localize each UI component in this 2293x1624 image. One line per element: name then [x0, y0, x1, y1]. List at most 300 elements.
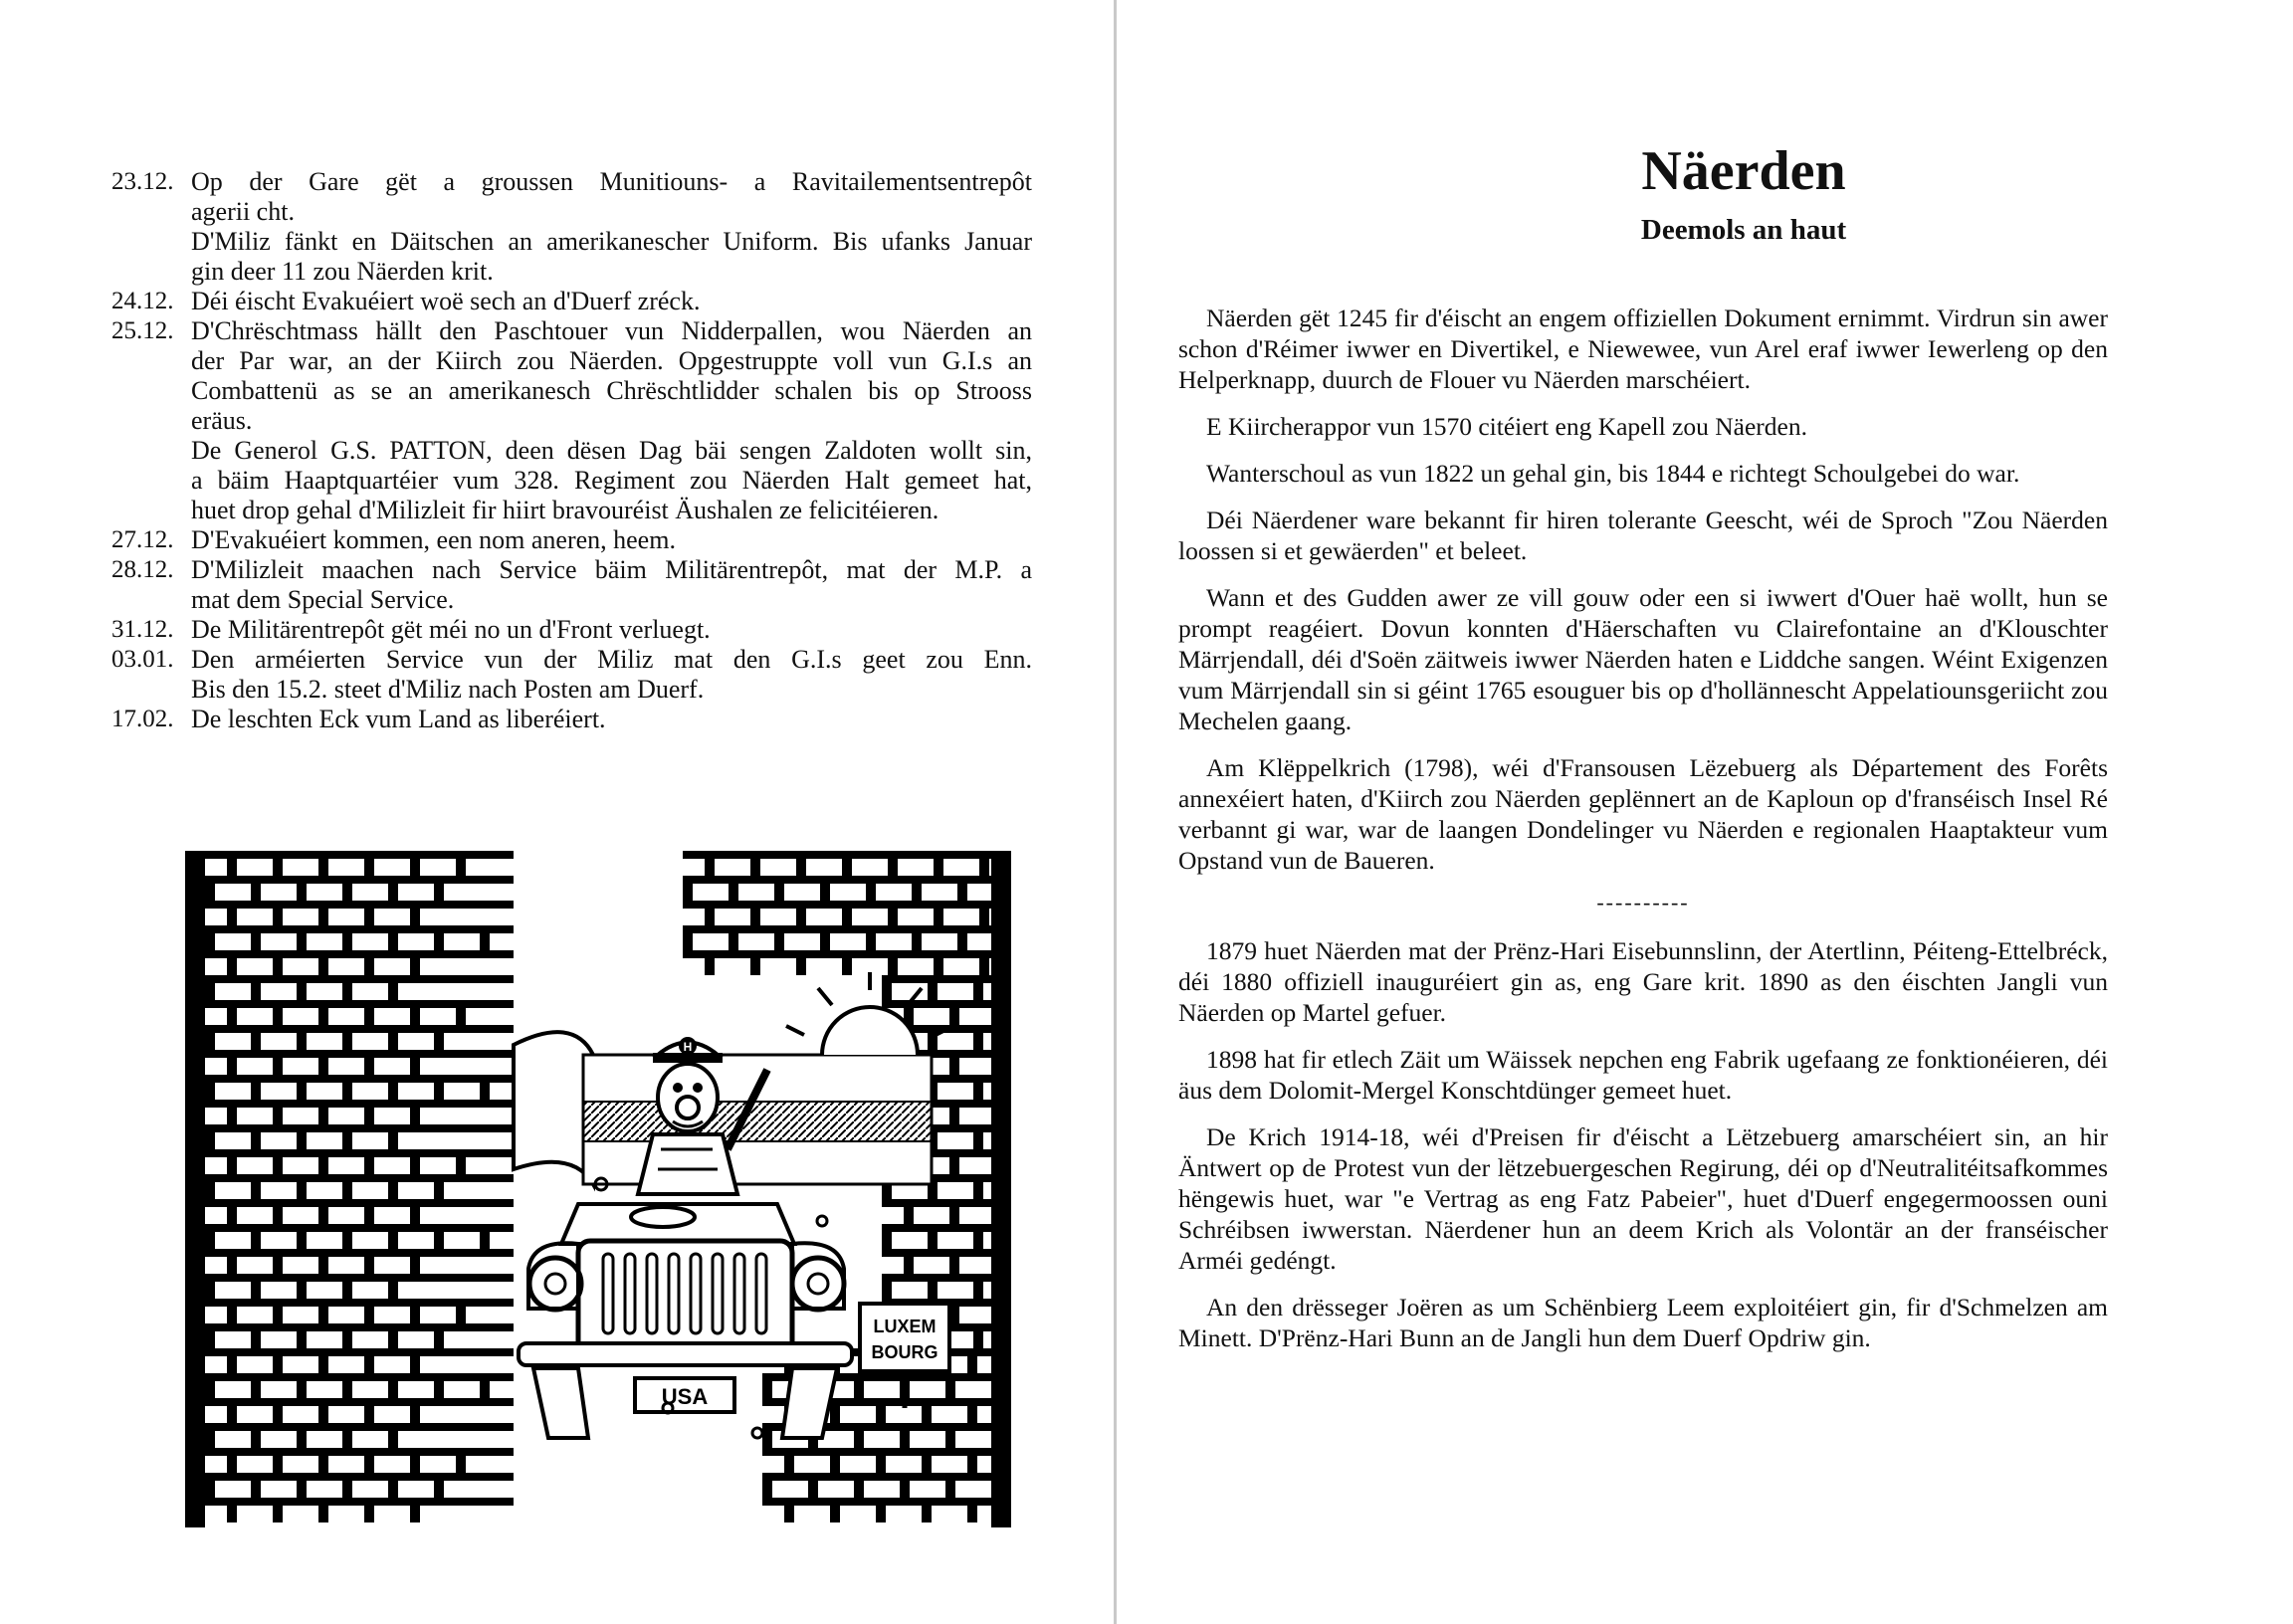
brick-mortar: [900, 1473, 910, 1498]
brick-mortar: [949, 1000, 959, 1025]
brick-mortar: [750, 851, 760, 876]
brick-mortar: [342, 1423, 352, 1448]
brick-mortar: [410, 1299, 420, 1323]
brick-mortar: [342, 1174, 352, 1199]
entry-line: D'Miliz fänkt en Däitschen an amerikanescher Uniform. Bis ufanks Januar: [191, 227, 1032, 256]
entry-line: Den arméierten Service vun der Miliz mat den G.I.s geet zou Enn.: [191, 645, 1032, 674]
brick-mortar: [912, 876, 922, 901]
brick-mortar: [297, 1224, 307, 1249]
brick-mortar: [729, 876, 738, 901]
brick-mortar: [388, 1473, 398, 1498]
brick-mortar: [364, 1149, 374, 1174]
brick-mortar: [784, 1448, 794, 1473]
jeep: [519, 1204, 852, 1438]
brick-mortar: [683, 876, 693, 901]
brick-mortar: [934, 950, 943, 975]
brick-mortar: [318, 901, 328, 925]
brick-mortar: [762, 1473, 1011, 1481]
brick-mortar: [342, 876, 352, 901]
brick-mortar: [227, 1100, 237, 1124]
brick-mortar: [888, 851, 898, 876]
entry-line: der Par war, an der Kiirch zou Näerden. Opgestruppte voll vun G.I.s an: [191, 346, 1032, 375]
brick-mortar: [973, 1124, 983, 1149]
paragraph: 1879 huet Näerden mat der Prënz-Hari Eisebunnslinn, der Atertlinn, Péiteng-Ettelbréck, déi 1880 offiziell inauguréiert gin as, eng Gare krit. 1890 as den éischten Jangli vun Näerden op Martel gefuer.: [1178, 936, 2108, 1027]
brick-mortar: [364, 1100, 374, 1124]
brick-mortar: [205, 1174, 215, 1199]
brick-mortar: [888, 901, 898, 925]
brick-mortar: [456, 1149, 466, 1174]
entry-text: [191, 287, 1032, 316]
entry-date: 25.12.: [111, 317, 174, 344]
jeep-illustration: [185, 851, 1011, 1527]
brick-mortar: [388, 1075, 398, 1100]
right-page: [1117, 0, 2293, 1624]
entry-line: gin deer 11 zou Näerden krit.: [191, 257, 494, 286]
brick-mortar: [410, 1398, 420, 1423]
brick-mortar: [364, 1348, 374, 1373]
entry-line: Déi éischt Evakuéiert woë sech an d'Duerf zréck.: [191, 287, 701, 315]
brick-mortar: [876, 1398, 886, 1423]
entry-text: [191, 525, 1032, 555]
brick-mortar: [273, 1498, 283, 1522]
entry-date: 03.01.: [111, 646, 174, 673]
brick-mortar: [967, 1398, 977, 1423]
brick-mortar: [410, 1000, 420, 1025]
brick-mortar: [227, 1000, 237, 1025]
brick-mortar: [273, 901, 283, 925]
brick-mortar: [342, 1473, 352, 1498]
timeline-entry: [111, 525, 1032, 555]
brick-mortar: [434, 1473, 444, 1498]
brick-mortar: [922, 1448, 932, 1473]
brick-mortar: [882, 1224, 892, 1249]
brick-mortar: [480, 1224, 490, 1249]
road-sign: [860, 1304, 949, 1408]
brick-mortar: [866, 925, 876, 950]
brick-mortar: [318, 1498, 328, 1522]
brick-mortar: [227, 1299, 237, 1323]
brick-mortar: [342, 1224, 352, 1249]
brick-mortar: [480, 1075, 490, 1100]
article-body: [1178, 303, 2108, 1369]
brick-mortar: [227, 1448, 237, 1473]
brick-mortar: [273, 1050, 283, 1075]
brick-mortar: [342, 1274, 352, 1299]
brick-mortar: [945, 1373, 955, 1398]
brick-mortar: [251, 1373, 261, 1398]
brick-mortar: [297, 925, 307, 950]
brick-mortar: [683, 925, 693, 950]
entry-line: agerii cht.: [191, 197, 295, 226]
brick-mortar: [705, 950, 715, 975]
brick-mortar: [904, 1199, 914, 1224]
entry-date: 24.12.: [111, 288, 174, 314]
grille-bar: [713, 1254, 723, 1333]
brick-mortar: [882, 1199, 1011, 1207]
brick-mortar: [205, 1473, 215, 1498]
entry-line: De Militärentrepôt gët méi no un d'Front verluegt.: [191, 615, 711, 644]
entry-line: huet drop gehal d'Milizleit fir hiirt bravouréist Äushalen ze felicitéieren.: [191, 496, 939, 524]
brick-mortar: [979, 901, 989, 925]
entry-text: [191, 436, 1032, 525]
brick-mortar: [273, 1398, 283, 1423]
brick-mortar: [342, 925, 352, 950]
brick-mortar: [273, 1348, 283, 1373]
brick-mortar: [410, 1448, 420, 1473]
brick-mortar: [273, 1149, 283, 1174]
brick-mortar: [762, 1423, 772, 1448]
timeline-entry: [111, 555, 1032, 615]
brick-mortar: [388, 1323, 398, 1348]
entry-date: 17.02.: [111, 706, 174, 732]
entry-text: [191, 615, 1032, 645]
brick-mortar: [273, 1299, 283, 1323]
brick-mortar: [928, 1224, 938, 1249]
brick-mortar: [318, 1348, 328, 1373]
grille-bar: [669, 1254, 679, 1333]
brick-mortar: [434, 1224, 444, 1249]
brick-mortar: [318, 1000, 328, 1025]
brick-mortar: [273, 1448, 283, 1473]
timeline-entry: [111, 645, 1032, 705]
brick-mortar: [922, 1398, 932, 1423]
brick-mortar: [410, 851, 420, 876]
grille-bar: [603, 1254, 613, 1333]
brick-mortar: [342, 1025, 352, 1050]
brick-mortar: [251, 1025, 261, 1050]
brick-mortar: [882, 975, 1011, 983]
brick-mortar: [227, 950, 237, 975]
brick-mortar: [205, 975, 215, 1000]
timeline-entry: [111, 167, 1032, 227]
brick-mortar: [251, 925, 261, 950]
brick-mortar: [882, 1249, 1011, 1257]
brick-mortar: [456, 1448, 466, 1473]
grille-bar: [691, 1254, 701, 1333]
brick-mortar: [388, 1124, 398, 1149]
entry-text: [191, 555, 1032, 615]
brick-mortar: [251, 1075, 261, 1100]
brick-mortar: [774, 876, 784, 901]
entry-line: D'Evakuéiert kommen, een nom aneren, heem.: [191, 525, 676, 554]
brick-mortar: [342, 1373, 352, 1398]
brick-mortar: [882, 1274, 1011, 1282]
brick-mortar: [410, 1149, 420, 1174]
timeline-entry: [111, 287, 1032, 316]
brick-mortar: [388, 1224, 398, 1249]
brick-mortar: [251, 975, 261, 1000]
brick-mortar: [227, 1199, 237, 1224]
brick-mortar: [973, 1224, 983, 1249]
sign-line1: LUXEM: [873, 1317, 937, 1336]
grille-bar: [647, 1254, 657, 1333]
brick-mortar: [364, 1448, 374, 1473]
brick-mortar: [854, 1373, 864, 1398]
brick-mortar: [364, 901, 374, 925]
brick-mortar: [227, 1050, 237, 1075]
brick-mortar: [949, 1149, 959, 1174]
brick-mortar: [273, 1000, 283, 1025]
entry-date: [111, 227, 191, 287]
brick-mortar: [705, 851, 715, 876]
brick-mortar: [796, 901, 806, 925]
brick-mortar: [934, 851, 943, 876]
brick-mortar: [227, 901, 237, 925]
brick-mortar: [227, 851, 237, 876]
brick-mortar: [967, 1448, 977, 1473]
grille-bar: [756, 1254, 766, 1333]
paragraph: Déi Näerdener ware bekannt fir hiren tolerante Geescht, wéi de Sproch "Zou Näerden loossen si et gewäerden" et beleet.: [1178, 506, 2108, 565]
brick-mortar: [297, 1423, 307, 1448]
brick-mortar: [251, 1124, 261, 1149]
brick-mortar: [388, 876, 398, 901]
brick-mortar: [388, 1373, 398, 1398]
brick-mortar: [205, 1224, 215, 1249]
helmet-letter: H: [683, 1040, 693, 1054]
brick-mortar: [410, 1498, 420, 1522]
paragraph: An den drësseger Joëren as um Schënbierg Leem exploitéiert gin, fir d'Schmelzen am Minett. D'Prënz-Hari Bunn an de Jangli hun dem Duerf Opdriw gin.: [1178, 1293, 2108, 1352]
entry-line: Bis den 15.2. steet d'Miliz nach Posten am Duerf.: [191, 675, 705, 704]
brick-mortar: [318, 950, 328, 975]
brick-mortar: [796, 851, 806, 876]
brick-mortar: [318, 1249, 328, 1274]
brick-mortar: [434, 1373, 444, 1398]
brick-mortar: [227, 1498, 237, 1522]
brick-mortar: [410, 950, 420, 975]
brick-mortar: [205, 1373, 215, 1398]
brick-mortar: [979, 851, 989, 876]
brick-mortar: [251, 1323, 261, 1348]
brick-mortar: [205, 876, 215, 901]
brick-mortar: [842, 851, 852, 876]
brick-mortar: [251, 1224, 261, 1249]
brick-mortar: [318, 1299, 328, 1323]
brick-mortar: [928, 975, 938, 1000]
brick-mortar: [750, 901, 760, 925]
brick-mortar: [251, 876, 261, 901]
brick-mortar: [388, 925, 398, 950]
brick-mortar: [979, 950, 989, 975]
brick-mortar: [434, 1174, 444, 1199]
brick-mortar: [729, 925, 738, 950]
brick-mortar: [318, 1100, 328, 1124]
brick-mortar: [973, 1174, 983, 1199]
entry-line: D'Chrëschtmass hällt den Paschtouer vun Nidderpallen, wou Näerden an: [191, 316, 1032, 345]
brick-mortar: [297, 1075, 307, 1100]
brick-mortar: [762, 1373, 772, 1398]
brick-mortar: [273, 1199, 283, 1224]
timeline-entry: [111, 436, 1032, 525]
brick-mortar: [205, 1423, 215, 1448]
brick-mortar: [434, 1075, 444, 1100]
brick-mortar: [364, 1299, 374, 1323]
paragraph: Wann et des Gudden awer ze vill gouw oder een si iwwert d'Ouer haë wollt, hun se prompt reagéiert. Dovun konnten d'Häerschaften vu Clairefontaine an d'Klouschter Märrjendall, déi d'Soën zäitweis iwwer Näerden haten e Liddche sangen. Wéint Exigenzen vum Märrjendall sin si géint 1765 esouguer bis op d'hollännescht Appelatiounsgeriicht zou Mechelen gaang.: [1178, 583, 2108, 735]
brick-mortar: [364, 1199, 374, 1224]
brick-mortar: [784, 1498, 794, 1522]
brick-mortar: [882, 975, 892, 1000]
brick-mortar: [957, 925, 967, 950]
entry-line: eräus.: [191, 406, 253, 435]
brick-mortar: [949, 1199, 959, 1224]
brick-mortar: [388, 1025, 398, 1050]
brick-mortar: [774, 925, 784, 950]
brick-mortar: [928, 1274, 938, 1299]
paragraph: E Kiircherappor vun 1570 citéiert eng Kapell zou Näerden.: [1206, 412, 1807, 441]
brick-mortar: [342, 975, 352, 1000]
brick-mortar: [900, 1423, 910, 1448]
brick-mortar: [456, 1000, 466, 1025]
brick-mortar: [342, 1323, 352, 1348]
brick-mortar: [949, 1050, 959, 1075]
entry-line: De Generol G.S. PATTON, deen dësen Dag bäi sengen Zaldoten wollt sin,: [191, 436, 1032, 465]
brick-mortar: [882, 1000, 1011, 1008]
brick-mortar: [830, 1448, 840, 1473]
brick-mortar: [364, 1000, 374, 1025]
left-page: [0, 0, 1113, 1624]
brick-mortar: [297, 876, 307, 901]
brick-mortar: [456, 851, 466, 876]
brick-mortar: [949, 1100, 959, 1124]
brick-mortar: [364, 1050, 374, 1075]
timeline-entry: [111, 615, 1032, 645]
brick-mortar: [364, 851, 374, 876]
page-subtitle: Deemols an haut: [1640, 214, 1847, 246]
brick-mortar: [876, 1448, 886, 1473]
entry-text: [191, 316, 1032, 436]
brick-mortar: [796, 950, 806, 975]
brick-mortar: [410, 1348, 420, 1373]
grille-bar: [625, 1254, 635, 1333]
brick-mortar: [273, 950, 283, 975]
brick-mortar: [273, 851, 283, 876]
entry-line: Combattenü as se an amerikanesch Chrëschtlidder schalen bis op Strooss: [191, 376, 1032, 405]
entry-date: 27.12.: [111, 526, 174, 553]
brick-mortar: [251, 1473, 261, 1498]
brick-mortar: [830, 1498, 840, 1522]
brick-mortar: [364, 1249, 374, 1274]
timeline-entry: [111, 705, 1032, 734]
brick-mortar: [318, 1199, 328, 1224]
brick-mortar: [273, 1100, 283, 1124]
brick-mortar: [410, 1249, 420, 1274]
brick-mortar: [342, 1075, 352, 1100]
brick-mortar: [318, 1050, 328, 1075]
paragraph: De Krich 1914-18, wéi d'Preisen fir d'éischt a Lëtzebuerg amarschéiert sin, an hir Äntwert op de Protest vun der lëtzebuergeschen Regirung, déi op d'Neutralitéitsafkommes hëngewis huet, war "e Vertrag as eng Fatz Pabeier", huet d'Duerf engegermoossen ouni Schréibsen iwwerstan. Näerdener hun an deem Krich als Volontär an der franséischer Arméi gedéngt.: [1178, 1122, 2108, 1275]
brick-mortar: [820, 925, 830, 950]
page-title: Näerden: [1641, 140, 1846, 202]
brick-mortar: [820, 876, 830, 901]
brick-mortar: [297, 1025, 307, 1050]
brick-mortar: [297, 1323, 307, 1348]
brick-mortar: [388, 1174, 398, 1199]
brick-mortar: [318, 1149, 328, 1174]
brick-mortar: [876, 1498, 886, 1522]
entry-line: D'Milizleit maachen nach Service bäim Militärentrepôt, mat der M.P. a: [191, 555, 1032, 584]
paragraph: Am Klëppelkrich (1798), wéi d'Fransousen Lëzebuerg als Département des Forêts annexéiert haten, d'Kiirch zou Näerden geplënnert an de Kaploun op d'franséisch Insel Ré verbannt gi war, war de laangen Dondelinger vu Näerden e regionalen Haaptakteur vum Opstand vun de Baueren.: [1178, 753, 2108, 875]
entry-text: [191, 227, 1032, 287]
brick-mortar: [957, 876, 967, 901]
brick-mortar: [882, 1274, 892, 1299]
entry-text: [191, 645, 1032, 705]
brick-mortar: [888, 950, 898, 975]
brick-mortar: [973, 1274, 983, 1299]
brick-mortar: [205, 1075, 215, 1100]
brick-mortar: [205, 1323, 215, 1348]
brick-mortar: [434, 1323, 444, 1348]
brick-mortar: [750, 950, 760, 975]
brick-mortar: [410, 1050, 420, 1075]
brick-mortar: [480, 925, 490, 950]
timeline-entry: [111, 316, 1032, 436]
brick-mortar: [808, 1473, 818, 1498]
brick-mortar: [410, 901, 420, 925]
brick-mortar: [912, 925, 922, 950]
brick-mortar: [227, 1149, 237, 1174]
brick-mortar: [434, 925, 444, 950]
entry-line: mat dem Special Service.: [191, 585, 455, 614]
brick-mortar: [205, 1025, 215, 1050]
brick-mortar: [866, 876, 876, 901]
brick-mortar: [251, 1423, 261, 1448]
brick-mortar: [205, 925, 215, 950]
brick-mortar: [854, 1473, 864, 1498]
brick-mortar: [364, 950, 374, 975]
brick-mortar: [364, 1498, 374, 1522]
entry-line: Op der Gare gët a groussen Munitiouns- a Ravitailementsentrepôt: [191, 167, 1032, 196]
brick-mortar: [364, 1398, 374, 1423]
brick-mortar: [762, 1473, 772, 1498]
brick-mortar: [205, 1274, 215, 1299]
brick-mortar: [882, 1224, 1011, 1232]
brick-mortar: [297, 1124, 307, 1149]
brick-wall-left: [185, 851, 514, 1527]
paragraph: 1898 hat fir etlech Zäit um Wäissek nepchen eng Fabrik ugefaang ze fonktionéieren, déi äus dem Dolomit-Mergel Konschtdünger gemeet huet.: [1178, 1045, 2108, 1105]
brick-mortar: [273, 1249, 283, 1274]
brick-mortar: [251, 1274, 261, 1299]
paragraph: Näerden gët 1245 fir d'éischt an engem offiziellen Dokument ernimmt. Virdrun sin awer schon d'Réimer iwwer en Divertikel, e Niewewee, vun Arel eraf iwwer Iewerleng op den Helperknapp, duurch de Flouer vu Näerden marschéiert.: [1178, 304, 2108, 394]
brick-mortar: [410, 1199, 420, 1224]
timeline-entry: [111, 227, 1032, 287]
timeline: [111, 167, 1032, 734]
brick-mortar: [205, 1124, 215, 1149]
brick-mortar: [251, 1174, 261, 1199]
jeep-plate: USA: [661, 1384, 709, 1409]
brick-mortar: [967, 1348, 977, 1373]
brick-mortar: [410, 1100, 420, 1124]
entry-date: 28.12.: [111, 556, 174, 583]
brick-mortar: [842, 950, 852, 975]
entry-text: [191, 167, 1032, 227]
entry-text: [191, 705, 1032, 734]
brick-mortar: [388, 1423, 398, 1448]
brick-mortar: [973, 1075, 983, 1100]
brick-mortar: [705, 901, 715, 925]
brick-mortar: [297, 1174, 307, 1199]
brick-mortar: [227, 1348, 237, 1373]
brick-mortar: [945, 1423, 955, 1448]
entry-date: 31.12.: [111, 616, 174, 643]
brick-mortar: [297, 975, 307, 1000]
brick-mortar: [928, 1025, 938, 1050]
brick-mortar: [922, 1498, 932, 1522]
brick-mortar: [318, 1398, 328, 1423]
grille-bar: [734, 1254, 744, 1333]
brick-mortar: [318, 851, 328, 876]
brick-mortar: [945, 1473, 955, 1498]
section-separator: ----------: [1596, 890, 1690, 914]
brick-mortar: [318, 1448, 328, 1473]
brick-mortar: [973, 1323, 983, 1348]
